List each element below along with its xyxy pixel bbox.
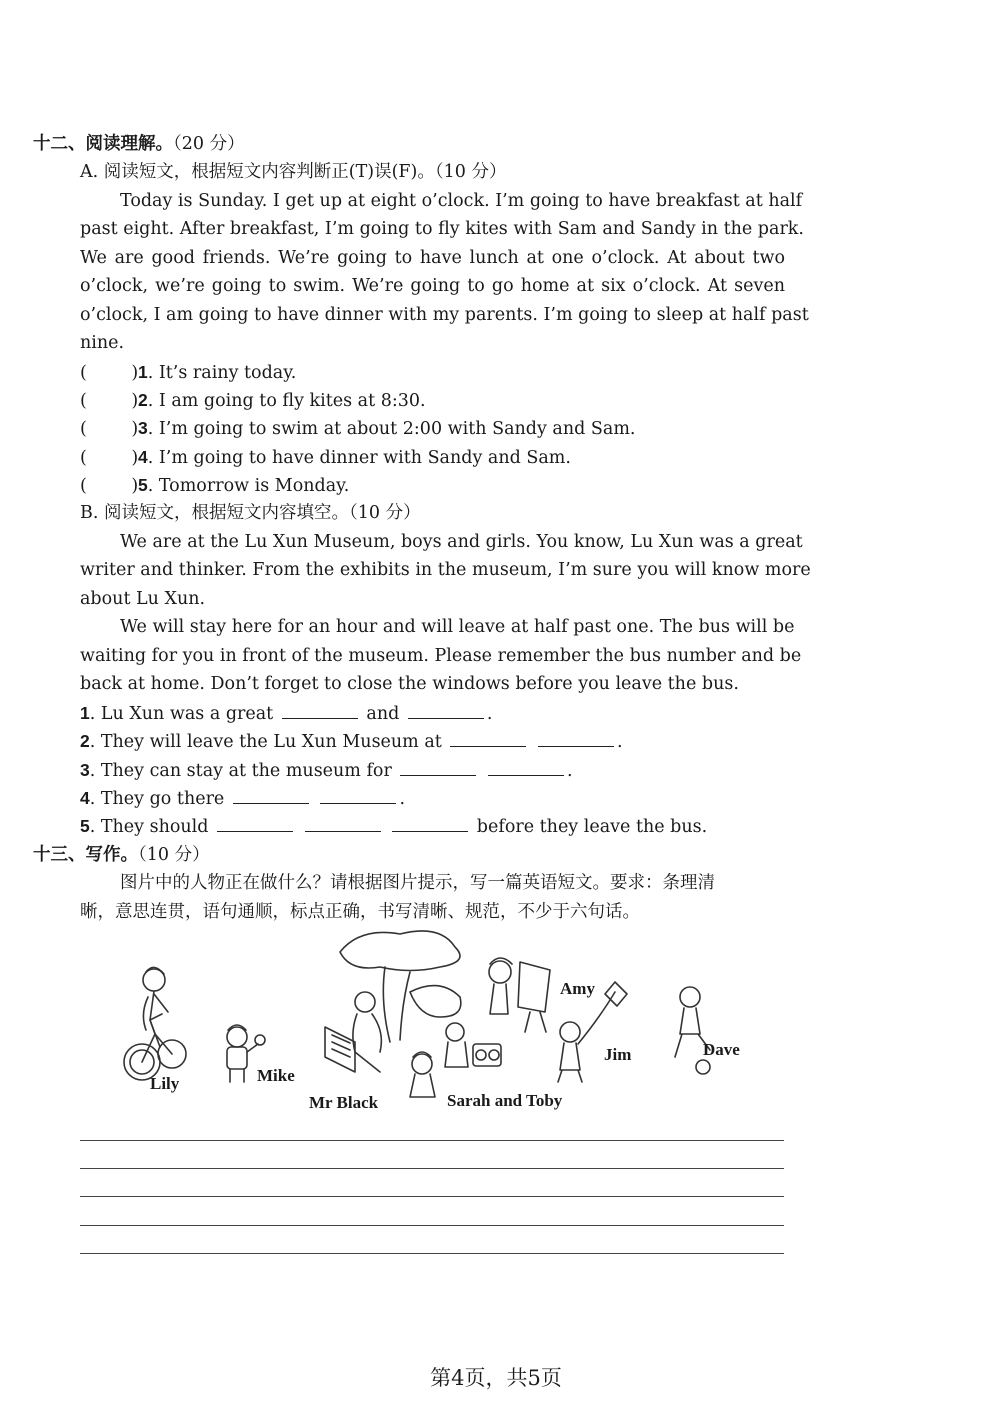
question-number: 3 bbox=[80, 760, 90, 780]
fill-question bbox=[80, 756, 785, 785]
label-sarah-toby: Sarah and Toby bbox=[447, 1091, 563, 1110]
answer-blank[interactable] bbox=[233, 787, 309, 804]
part-a-passage-line: Today is Sunday. I get up at eight o’clock. I’m going to have breakfast at half bbox=[120, 191, 803, 211]
question-number: 3 bbox=[138, 418, 148, 438]
answer-blank[interactable] bbox=[217, 815, 293, 832]
part-a-passage-line: o’clock, I am going to have dinner with my parents. I’m going to sleep at half past bbox=[80, 305, 809, 325]
section-12-heading bbox=[33, 130, 245, 158]
question-text: . bbox=[486, 704, 493, 724]
question-number: 5 bbox=[138, 475, 148, 495]
question-text: . bbox=[567, 761, 573, 781]
part-a-passage-line: nine. bbox=[80, 333, 125, 353]
part-a-passage-line: past eight. After breakfast, I’m going to fly kites with Sam and Sandy in the park. bbox=[80, 219, 804, 239]
question-text: . It’s rainy today. bbox=[147, 363, 297, 383]
fill-question bbox=[80, 727, 785, 756]
lily-cycling-figure bbox=[124, 967, 186, 1080]
part-a-passage-line: We are good friends. We’re going to have lunch at one o’clock. At about two bbox=[80, 248, 785, 268]
question-text: . I’m going to swim at about 2:00 with Sandy and Sam. bbox=[147, 419, 636, 439]
answer-blank[interactable] bbox=[392, 815, 468, 832]
part-b-passage-line: back at home. Don’t forget to close the windows before you leave the bus. bbox=[80, 674, 739, 694]
question-text: . Tomorrow is Monday. bbox=[147, 476, 350, 496]
part-b-passage-line: We are at the Lu Xun Museum, boys and girls. You know, Lu Xun was a great bbox=[120, 532, 803, 552]
part-b-passage-line: writer and thinker. From the exhibits in the museum, I’m sure you will know more bbox=[80, 560, 811, 580]
question-number: 2 bbox=[80, 731, 90, 751]
part-a-instruction: A. 阅读短文，根据短文内容判断正(T)误(F)。（10 分） bbox=[80, 162, 507, 182]
page-footer: 第4页，共5页 bbox=[430, 1366, 562, 1390]
tf-question bbox=[80, 386, 785, 415]
part-b-passage-line: We will stay here for an hour and will leave at half past one. The bus will be bbox=[120, 617, 795, 637]
answer-blank[interactable] bbox=[488, 759, 564, 776]
question-text: . They will leave the Lu Xun Museum at bbox=[89, 732, 442, 752]
question-text: . They should bbox=[89, 817, 209, 837]
question-text: before they leave the bus. bbox=[476, 817, 708, 837]
writing-line[interactable] bbox=[80, 1225, 784, 1226]
label-mike: Mike bbox=[257, 1066, 295, 1085]
label-amy: Amy bbox=[560, 979, 595, 998]
question-text: . I am going to fly kites at 8:30. bbox=[147, 391, 426, 411]
part-b-passage-line: waiting for you in front of the museum. Please remember the bus number and be bbox=[80, 646, 802, 666]
question-text: and bbox=[366, 704, 400, 724]
tf-question bbox=[80, 414, 785, 443]
question-number: 1 bbox=[80, 703, 90, 723]
answer-blank[interactable] bbox=[282, 702, 358, 719]
section-12-points: （20 分） bbox=[173, 134, 245, 154]
fill-question bbox=[80, 812, 785, 841]
question-text: . Lu Xun was a great bbox=[89, 704, 274, 724]
writing-line[interactable] bbox=[80, 1196, 784, 1197]
label-lily: Lily bbox=[150, 1074, 180, 1093]
dave-figure bbox=[675, 987, 710, 1074]
answer-parens[interactable]: ( ) bbox=[80, 448, 139, 468]
question-number: 4 bbox=[80, 788, 90, 808]
answer-parens[interactable]: ( ) bbox=[80, 419, 139, 439]
mr-black-figure bbox=[325, 992, 381, 1072]
section-13-title: 十三、写作。 bbox=[33, 845, 138, 865]
answer-blank[interactable] bbox=[408, 702, 484, 719]
question-text: . They go there bbox=[89, 789, 225, 809]
section-13-points: （10 分） bbox=[138, 845, 210, 865]
answer-parens[interactable]: ( ) bbox=[80, 363, 139, 383]
writing-prompt-line: 晰，意思连贯，语句通顺，标点正确，书写清晰、规范，不少于六句话。 bbox=[80, 902, 640, 922]
answer-blank[interactable] bbox=[305, 815, 381, 832]
fill-question bbox=[80, 784, 785, 813]
question-number: 1 bbox=[138, 362, 148, 382]
question-text: . They can stay at the museum for bbox=[89, 761, 392, 781]
question-text: . bbox=[616, 732, 623, 752]
question-text: . bbox=[399, 789, 406, 809]
section-13-heading bbox=[33, 841, 210, 869]
tf-question bbox=[80, 471, 785, 500]
writing-line[interactable] bbox=[80, 1253, 784, 1254]
section-12-title: 十二、阅读理解。 bbox=[33, 134, 173, 154]
tf-question bbox=[80, 358, 785, 387]
label-jim: Jim bbox=[604, 1045, 632, 1064]
question-number: 2 bbox=[138, 390, 148, 410]
writing-prompt-line: 图片中的人物正在做什么？请根据图片提示，写一篇英语短文。要求：条理清 bbox=[120, 873, 715, 893]
sarah-toby-figures bbox=[410, 1023, 501, 1097]
writing-line[interactable] bbox=[80, 1168, 784, 1169]
answer-parens[interactable]: ( ) bbox=[80, 476, 139, 496]
question-number: 5 bbox=[80, 816, 90, 836]
part-b-instruction: B. 阅读短文，根据短文内容填空。（10 分） bbox=[80, 503, 421, 523]
tf-question bbox=[80, 443, 785, 472]
question-text: . I’m going to have dinner with Sandy and Sam. bbox=[147, 448, 571, 468]
question-number: 4 bbox=[138, 447, 148, 467]
label-dave: Dave bbox=[703, 1040, 740, 1059]
park-scene-illustration bbox=[110, 922, 750, 1122]
answer-blank[interactable] bbox=[538, 730, 614, 747]
part-a-passage-line: o’clock, we’re going to swim. We’re going to go home at six o’clock. At seven bbox=[80, 276, 785, 296]
label-mr-black: Mr Black bbox=[309, 1093, 379, 1112]
amy-figure bbox=[489, 958, 550, 1032]
answer-blank[interactable] bbox=[320, 787, 396, 804]
writing-line[interactable] bbox=[80, 1140, 784, 1141]
answer-blank[interactable] bbox=[450, 730, 526, 747]
fill-question bbox=[80, 699, 785, 728]
part-b-passage-line: about Lu Xun. bbox=[80, 589, 206, 609]
tree bbox=[340, 931, 461, 1042]
answer-parens[interactable]: ( ) bbox=[80, 391, 139, 411]
answer-blank[interactable] bbox=[400, 759, 476, 776]
